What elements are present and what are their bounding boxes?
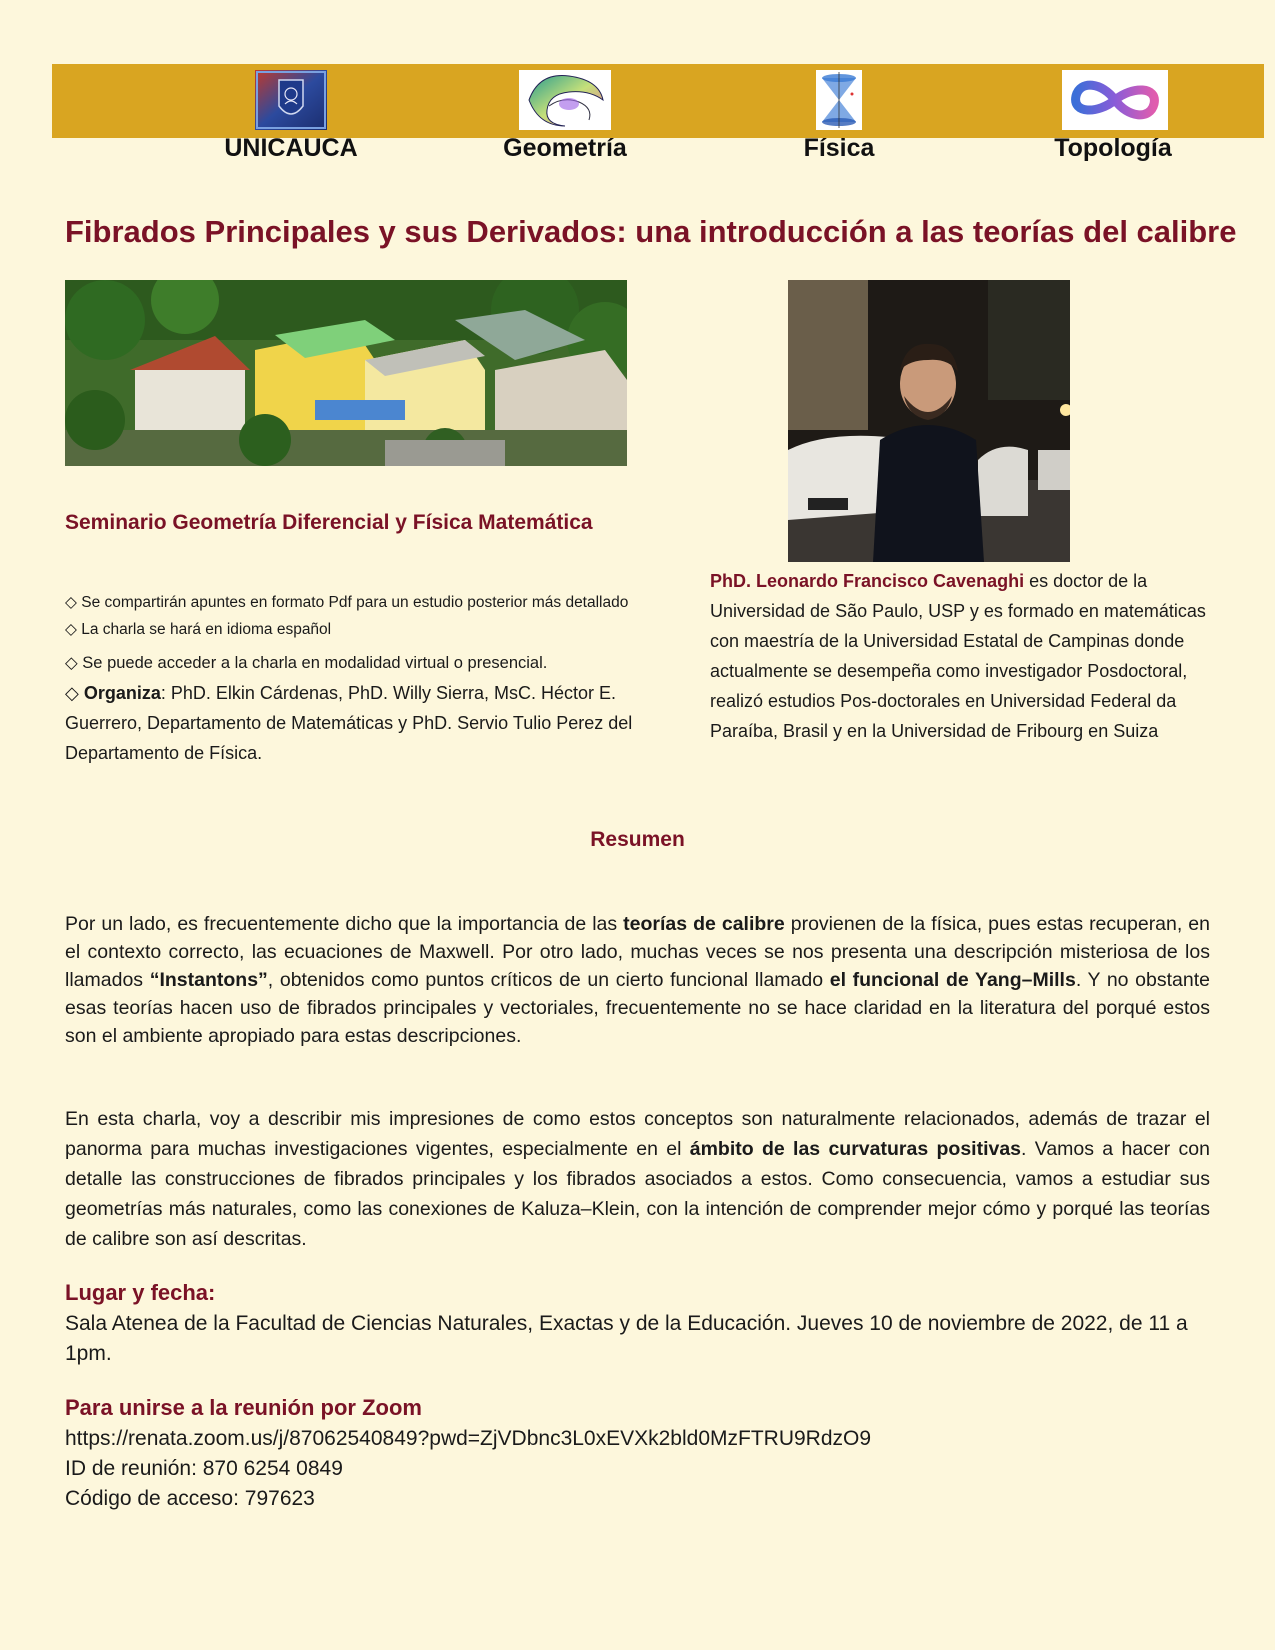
bold-span: ámbito de las curvaturas positivas [689,1138,1022,1160]
bold-span: teorías de calibre [623,913,785,935]
campus-aerial-photo [65,280,627,466]
resumen-heading: Resumen [590,828,685,851]
bold-span: el funcional de Yang–Mills [829,969,1076,991]
bullet-text: Se puede acceder a la charla en modalidad virtual o presencial. [82,654,548,672]
bullet-text: La charla se hará en idioma español [81,621,332,638]
speaker-name: PhD. Leonardo Francisco Cavenaghi [710,571,1025,591]
speaker-bio-text: es doctor de la Universidad de São Paulo, USP y es formado en matemáticas con maestría de la Universidad Estatal de Campinas donde actualmente se desempeña como investigador Posdoctoral, realizó estudios Pos-doctorales en Universidad Federal da Paraíba, Brasil y en la Universidad de Fribourg en Suiza [710,571,1206,741]
bullet-text: Se compartirán apuntes en formato Pdf para un estudio posterior más detallado [81,594,629,611]
logo-label-topologia: Topología [1054,134,1172,162]
organiza-label: Organiza [83,683,161,703]
logo-label-unicauca: UNICAUCA [224,134,358,162]
resumen-paragraph-1 [65,910,1210,1050]
lugar-heading: Lugar y fecha: [65,1280,216,1305]
bullet-item [65,594,640,611]
mobius-ribbon-icon [1062,70,1168,130]
bullet-item [65,648,640,678]
zoom-access-code: Código de acceso: 797623 [65,1487,315,1510]
organizers-text: : PhD. Elkin Cárdenas, PhD. Willy Sierra, MsC. Héctor E. Guerrero, Departamento de Matemáticas y PhD. Servio Tulio Perez del Departamento de Física. [65,683,633,763]
geometry-surface-icon [519,70,611,130]
info-bullets [65,594,640,768]
text-span: Por un lado, es frecuentemente dicho que la importancia de las [65,913,624,935]
logo-label-geometria: Geometría [503,134,627,162]
bold-span: “Instantons” [149,969,268,991]
seminar-title: Seminario Geometría Diferencial y Física Matemática [65,511,593,534]
text-span: provienen de la física, pues estas recuperan, en el contexto correcto, las ecuaciones de Maxwell. Por otro lado, muchas veces se nos presenta una descripción misteriosa de los llamados [65,913,1210,991]
page-title: Fibrados Principales y sus Derivados: una introducción a las teorías del calibre [65,214,1237,249]
light-cone-icon [816,70,862,130]
zoom-details [65,1424,1210,1514]
diamond-bullet-icon: ◇ [65,594,77,611]
zoom-link[interactable]: https://renata.zoom.us/j/87062540849?pwd=ZjVDbnc3L0xEVXk2bld0MzFTRU9RdzO9 [65,1427,872,1450]
speaker-portrait-photo [788,280,1070,562]
resumen-paragraph-2 [65,1104,1210,1254]
text-span: . Y no obstante esas teorías hacen uso de fibrados principales y vectoriales, frecuentemente no se hace claridad en la literatura del porqué estos son el ambiente apropiado para estas descripciones. [65,969,1210,1047]
bullet-item [65,621,640,638]
bullet-item [65,678,640,768]
university-seal-icon [255,70,327,130]
lugar-text: Sala Atenea de la Facultad de Ciencias Naturales, Exactas y de la Educación. Jueves 10 de noviembre de 2022, de 11 a 1pm. [65,1312,1188,1365]
logo-label-fisica: Física [803,134,875,162]
diamond-bullet-icon: ◇ [65,654,78,672]
speaker-bio [710,566,1210,746]
zoom-meeting-id: ID de reunión: 870 6254 0849 [65,1457,343,1480]
diamond-bullet-icon: ◇ [65,621,77,638]
text-span: . Vamos a hacer con detalle las construcciones de fibrados principales y los fibrados asociados a estos. Como consecuencia, vamos a estudiar sus geometrías más naturales, como las conexiones de Kaluza–Klein, con la intención de comprender mejor cómo y porqué las teorías de calibre son así descritas. [65,1138,1210,1250]
diamond-bullet-icon: ◇ [65,683,79,703]
text-span: , obtenidos como puntos críticos de un cierto funcional llamado [267,969,830,991]
text-span: En esta charla, voy a describir mis impresiones de como estos conceptos son naturalmente relacionados, además de trazar el panorma para muchas investigaciones vigentes, especialmente en el [65,1108,1210,1160]
zoom-heading: Para unirse a la reunión por Zoom [65,1395,422,1420]
